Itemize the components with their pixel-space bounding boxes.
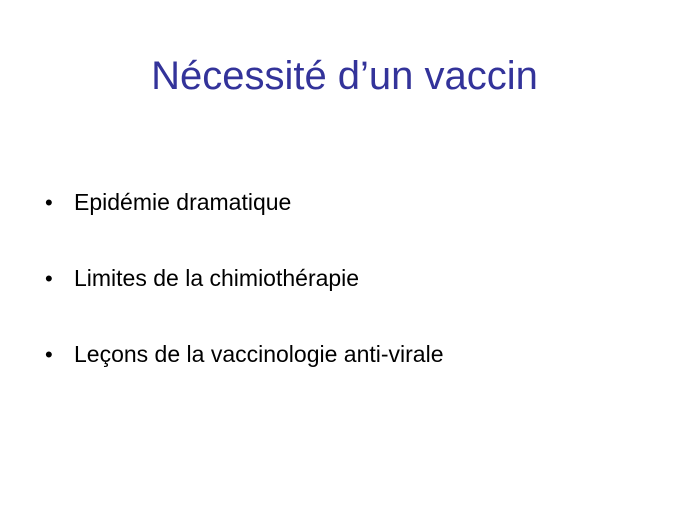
bullet-item [45,189,444,265]
bullet-list [45,189,444,417]
bullet-marker: • [45,342,53,367]
bullet-text: Epidémie dramatique [74,189,292,215]
bullet-item [45,341,444,417]
bullet-marker: • [45,266,53,291]
bullet-text: Limites de la chimiothérapie [74,265,360,291]
slide-title: Nécessité d’un vaccin [151,54,538,98]
bullet-item [45,265,444,341]
bullet-text: Leçons de la vaccinologie anti-virale [74,341,444,367]
bullet-marker: • [45,190,53,215]
